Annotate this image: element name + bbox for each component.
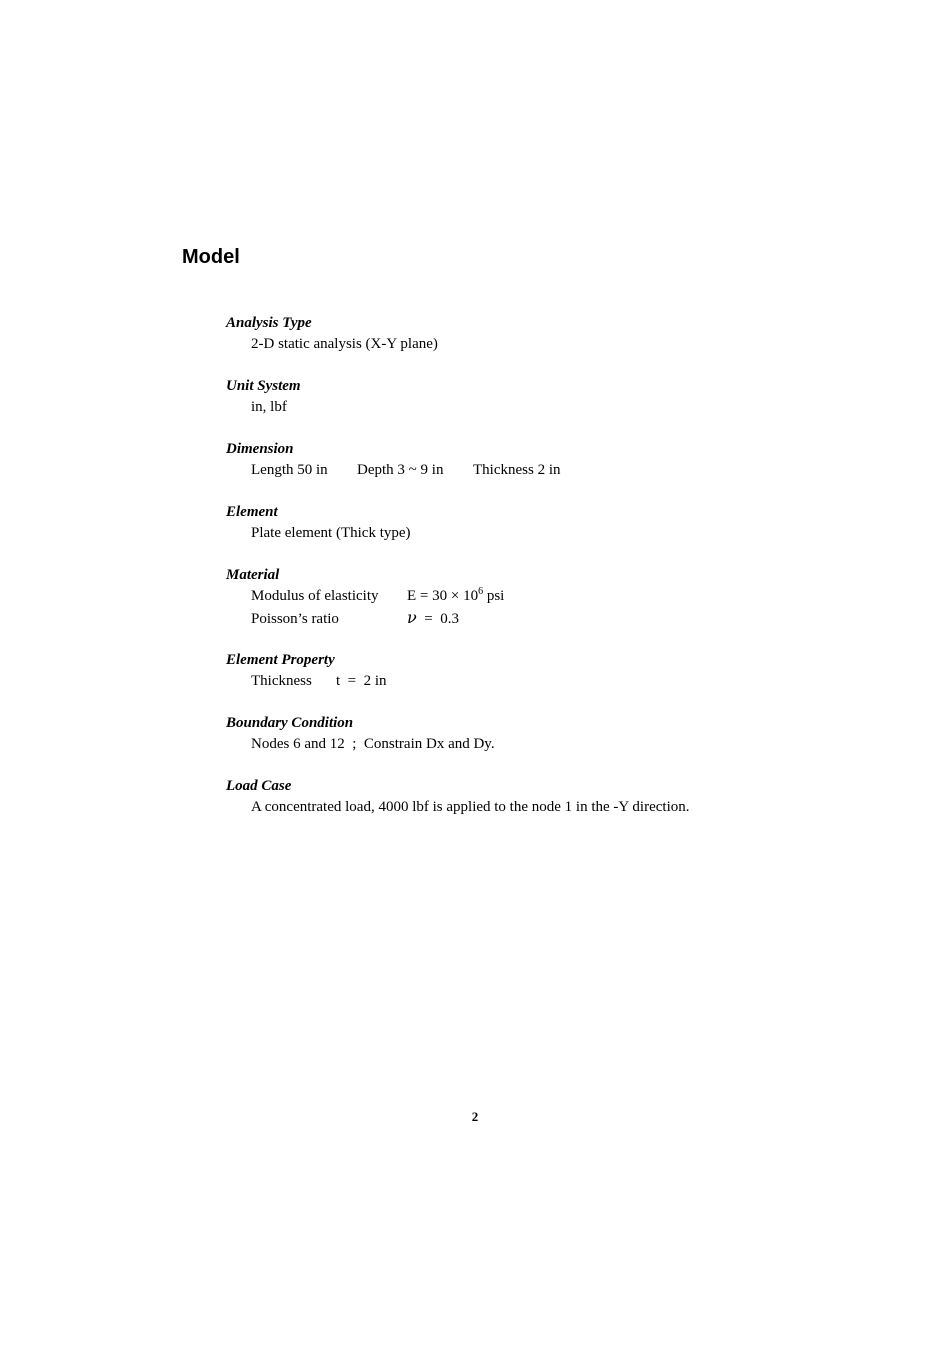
- page-title: Model: [182, 246, 240, 268]
- material-poisson-row: [251, 607, 846, 630]
- section-title-unit-system: Unit System: [226, 378, 301, 394]
- element-property-value: t = 2 in: [336, 673, 387, 689]
- section-analysis-type: [226, 313, 846, 355]
- section-material: [226, 565, 846, 630]
- dimension-depth: Depth 3 ~ 9 in: [357, 462, 444, 478]
- element-text: Plate element (Thick type): [251, 525, 411, 541]
- section-element-property: [226, 650, 846, 692]
- modulus-equation: E = 30 × 10: [407, 588, 479, 604]
- poisson-value: [407, 607, 459, 630]
- material-values: [251, 585, 846, 630]
- element-property-values: [251, 670, 846, 692]
- section-boundary-condition: [226, 713, 846, 755]
- section-title-material: Material: [226, 567, 280, 583]
- section-title-element: Element: [226, 504, 278, 520]
- dimension-thickness: Thickness 2 in: [473, 462, 561, 478]
- section-unit-system: [226, 376, 846, 418]
- section-title-dimension: Dimension: [226, 441, 294, 457]
- load-case-text: A concentrated load, 4000 lbf is applied to the node 1 in the -Y direction.: [251, 799, 690, 815]
- modulus-label: Modulus of elasticity: [251, 588, 379, 604]
- modulus-unit: psi: [483, 588, 505, 604]
- boundary-condition-text: Nodes 6 and 12 ; Constrain Dx and Dy.: [251, 736, 495, 752]
- section-dimension: [226, 439, 846, 481]
- section-title-boundary-condition: Boundary Condition: [226, 715, 354, 731]
- poisson-label: Poisson’s ratio: [251, 611, 339, 627]
- modulus-value: [407, 585, 504, 607]
- unit-system-text: in, lbf: [251, 399, 287, 415]
- analysis-type-text: 2-D static analysis (X-Y plane): [251, 336, 438, 352]
- poisson-equation: = 0.3: [416, 611, 459, 627]
- section-title-analysis-type: Analysis Type: [226, 315, 312, 331]
- dimension-values: [251, 459, 846, 481]
- section-title-load-case: Load Case: [226, 778, 292, 794]
- dimension-length: Length 50 in: [251, 462, 328, 478]
- section-load-case: [226, 776, 846, 818]
- material-modulus-row: [251, 585, 846, 607]
- poisson-symbol: ν: [407, 608, 417, 627]
- section-title-element-property: Element Property: [226, 652, 335, 668]
- section-element: [226, 502, 846, 544]
- modulus-exponent: 6: [478, 586, 484, 597]
- page-number: 2: [471, 1109, 479, 1124]
- element-property-label: Thickness: [251, 673, 312, 689]
